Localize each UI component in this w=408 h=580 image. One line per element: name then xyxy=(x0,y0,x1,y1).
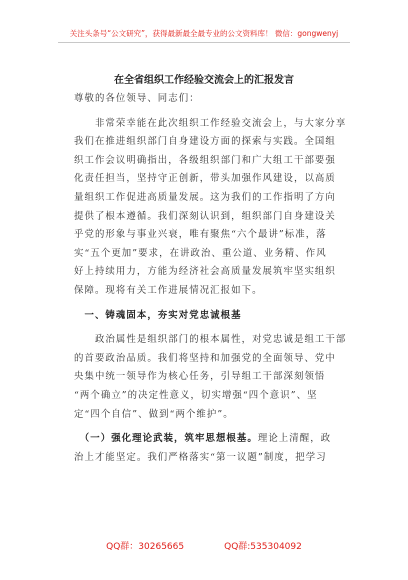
intro-line: 实“五个更加”要求，在讲政治、重公道、业务精、作风 xyxy=(74,247,327,259)
document-title: 在全省组织工作经验交流会上的汇报发言 xyxy=(114,75,294,86)
section-line: 定“四个自信”、做到“两个维护”。 xyxy=(74,408,234,420)
intro-line: 我们在推进组织部门自身建设方面的探索与实践。全国组 xyxy=(74,136,336,148)
footer-contact xyxy=(0,539,408,552)
header-divider xyxy=(58,42,350,43)
qq-group-1: QQ群：30265665 xyxy=(106,542,185,552)
section-line: 央集中统一领导作为核心任务，引导组工干部深刻领悟 xyxy=(74,371,326,383)
intro-line: 提供了根本遵循。我们深刻认识到，组织部门自身建设关 xyxy=(74,210,336,222)
section-line: 政治属性是组织部门的根本属性，对党忠诚是组工干部 xyxy=(74,334,347,346)
intro-line: 好上持续用力，方能为经济社会高质量发展筑牢坚实组织 xyxy=(74,266,336,278)
intro-line: 乎党的形象与事业兴衰，唯有聚焦“六个最讲”标准，落 xyxy=(74,229,327,241)
subsection-heading: （一）强化理论武装，筑牢思想根基。 xyxy=(74,433,258,445)
section-line: “两个确立”的决定性意义，切实增强“四个意识”、坚 xyxy=(74,389,318,401)
intro-line: 化责任担当，坚持守正创新，带头加强作风建设，以高质 xyxy=(74,173,336,185)
intro-line: 保障。现将有关工作进展情况汇报如下。 xyxy=(74,284,263,296)
qq-group-2: QQ群:535304092 xyxy=(224,542,302,552)
subsection-line xyxy=(74,430,348,449)
header-banner: 关注头条号“公文研究”，获得最新最全最专业的公文资料库！ 微信：gongwenyj xyxy=(69,29,339,38)
subsection-line: 治上才能坚定。我们严格落实“第一议题”制度，把学习 xyxy=(74,451,327,463)
document-body xyxy=(74,90,348,467)
intro-line: 量组织工作促进高质量发展。这为我们的工作指明了方向 xyxy=(74,191,336,203)
section-line: 的首要政治品质。我们将坚持和加强党的全面领导、党中 xyxy=(74,352,336,364)
section-heading: 一、铸魂固本，夯实对党忠诚根基 xyxy=(74,309,242,321)
intro-line: 织工作会议明确指出，各级组织部门和广大组工干部要强 xyxy=(74,154,336,166)
subsection-text: 理论上清醒，政 xyxy=(257,433,332,445)
intro-line: 非常荣幸能在此次组织工作经验交流会上，与大家分享 xyxy=(74,117,347,129)
salutation: 尊敬的各位领导、同志们： xyxy=(74,93,200,104)
